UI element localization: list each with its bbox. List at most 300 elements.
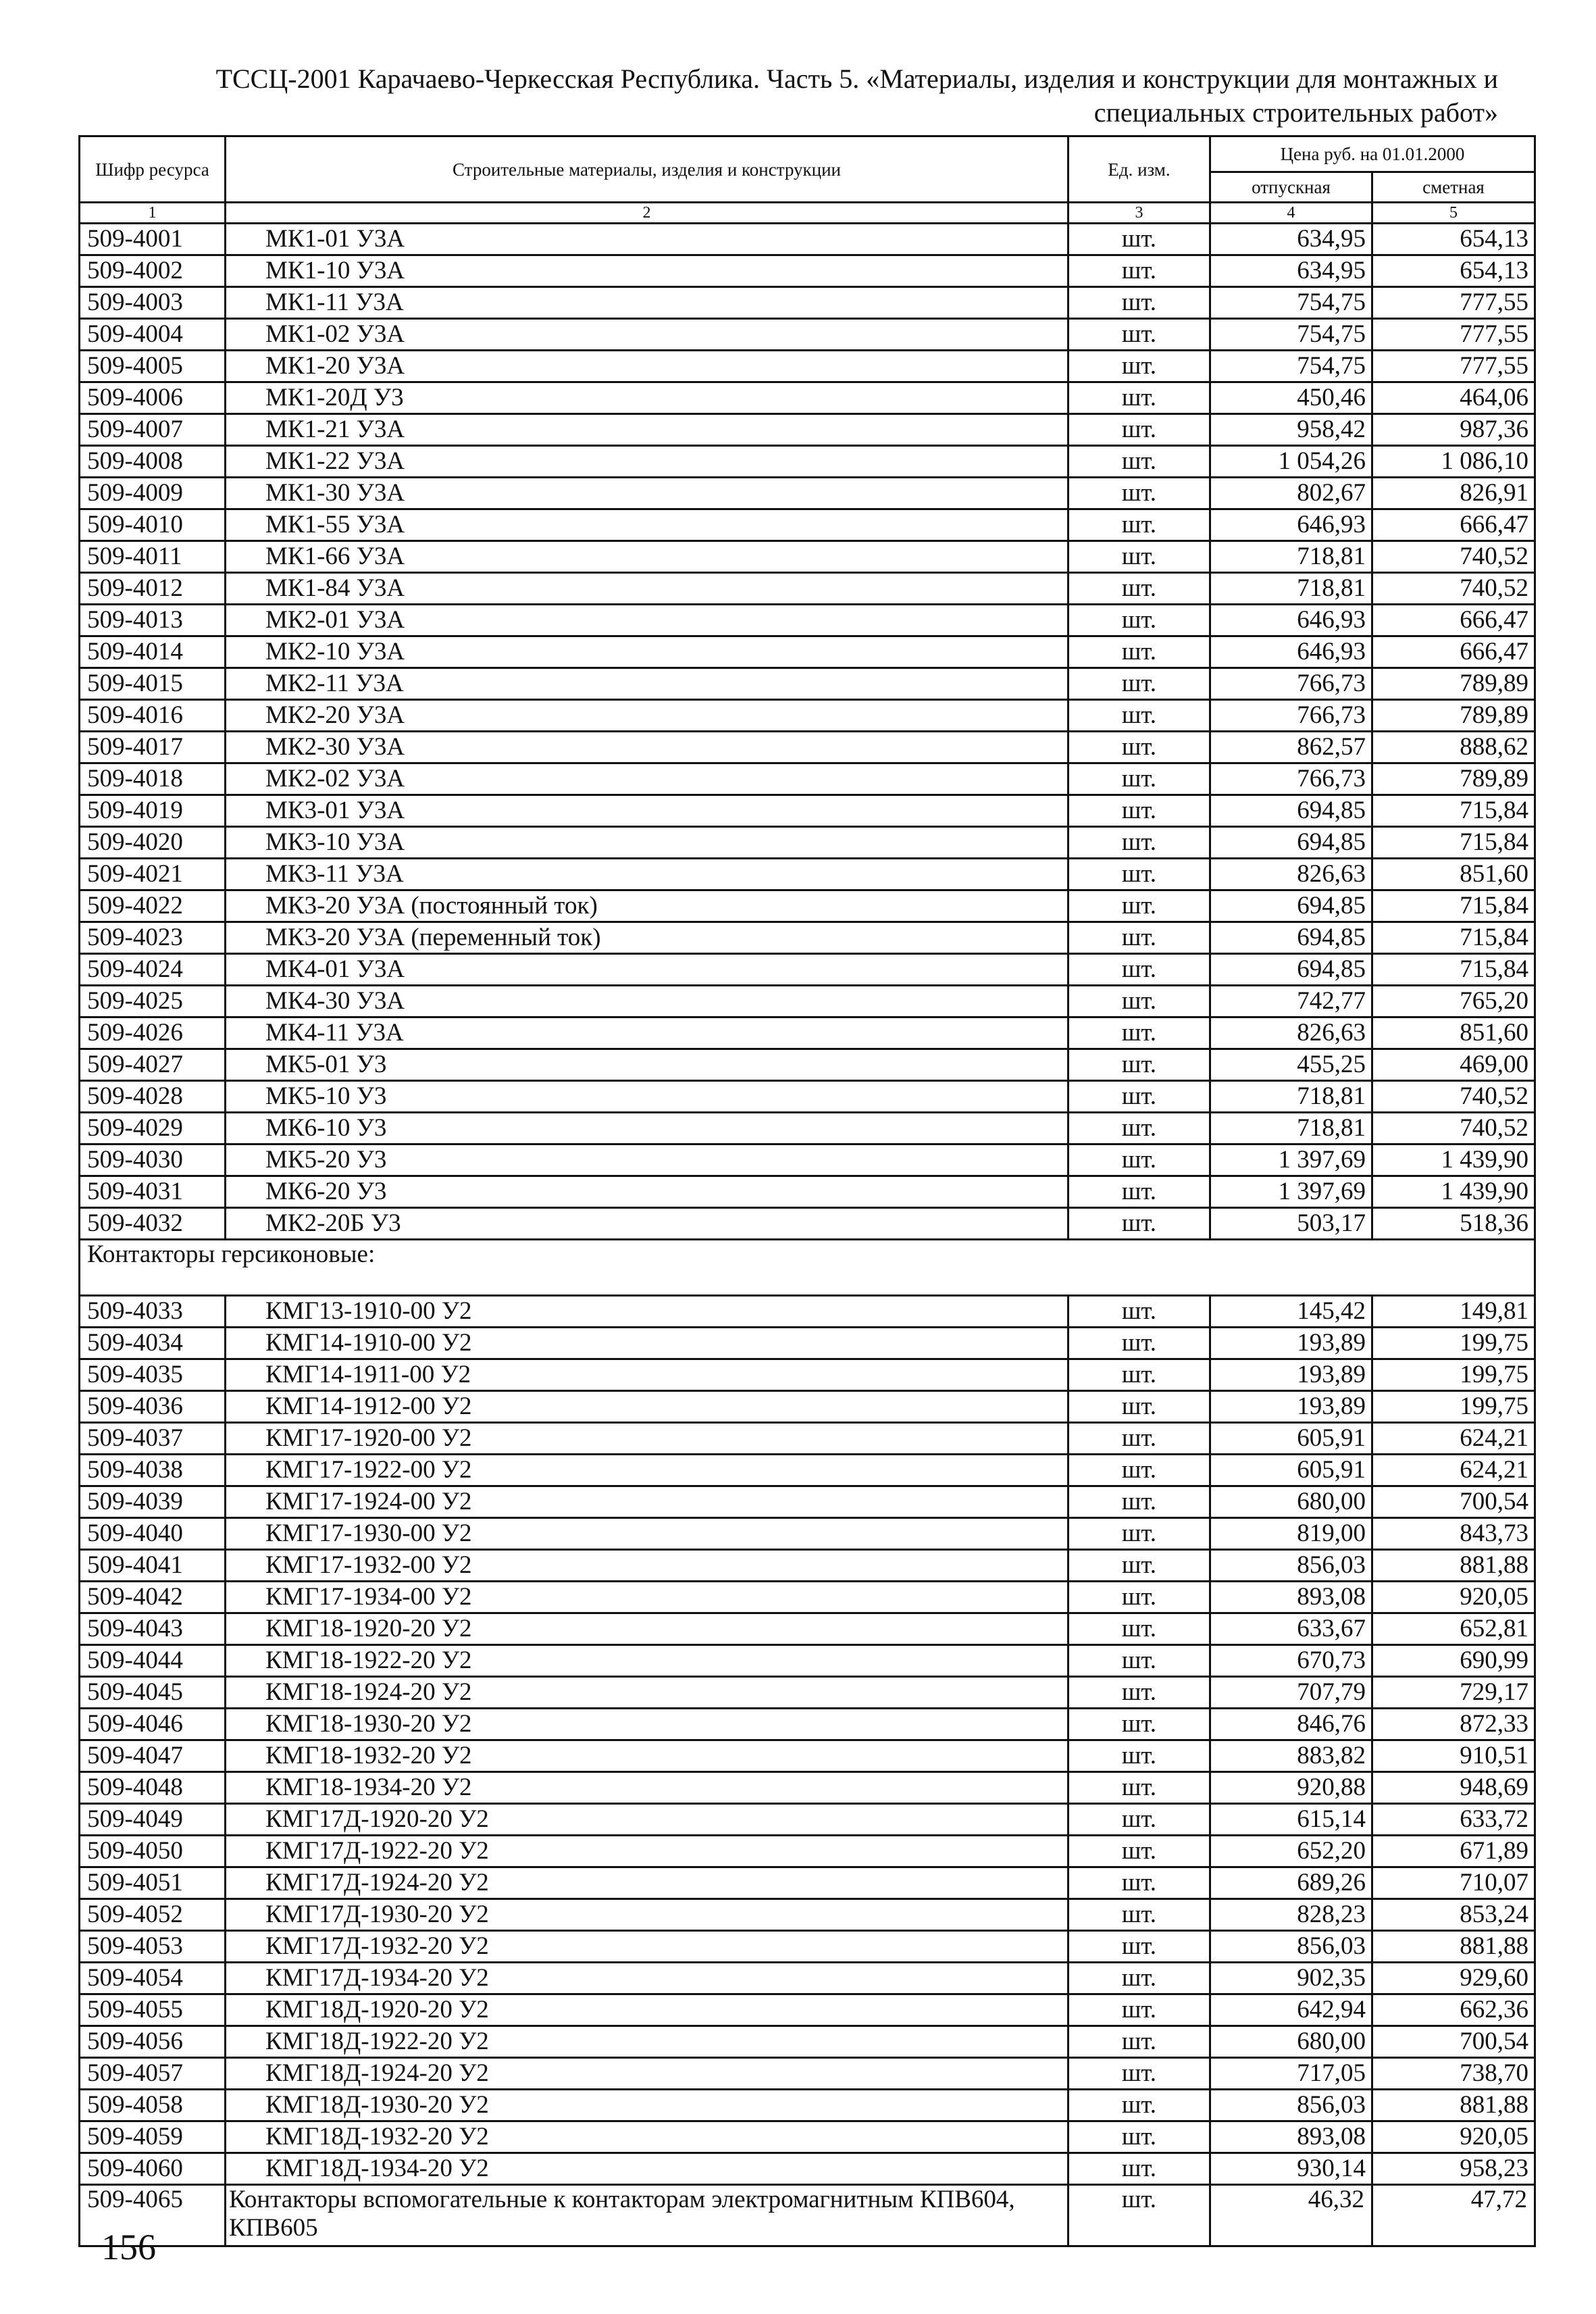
- estimate-price: 729,17: [1372, 1677, 1535, 1709]
- resource-code: 509-4030: [80, 1145, 226, 1176]
- release-price: 689,26: [1210, 1867, 1372, 1899]
- resource-code: 509-4015: [80, 668, 226, 700]
- resource-code: 509-4011: [80, 541, 226, 573]
- estimate-price: 888,62: [1372, 732, 1535, 763]
- table-row: [80, 1391, 1535, 1423]
- release-price: 742,77: [1210, 986, 1372, 1017]
- header-estimate-price: сметная: [1372, 172, 1535, 203]
- resource-unit: шт.: [1069, 287, 1210, 319]
- estimate-price: 789,89: [1372, 668, 1535, 700]
- table-row: [80, 478, 1535, 509]
- table-row: [80, 859, 1535, 890]
- release-price: 652,20: [1210, 1836, 1372, 1867]
- release-price: 902,35: [1210, 1963, 1372, 1994]
- estimate-price: 740,52: [1372, 1113, 1535, 1145]
- resource-code: 509-4010: [80, 509, 226, 541]
- resource-code: 509-4060: [80, 2153, 226, 2185]
- resource-name: МК6-10 У3: [226, 1113, 1069, 1145]
- estimate-price: 789,89: [1372, 763, 1535, 795]
- resource-unit: шт.: [1069, 1113, 1210, 1145]
- resource-unit: шт.: [1069, 2121, 1210, 2153]
- resource-code: 509-4034: [80, 1328, 226, 1359]
- release-price: 718,81: [1210, 1081, 1372, 1113]
- release-price: 605,91: [1210, 1455, 1372, 1486]
- resource-name: МК4-30 У3А: [226, 986, 1069, 1017]
- resource-code: 509-4013: [80, 605, 226, 636]
- table-row: [80, 2026, 1535, 2058]
- resource-code: 509-4043: [80, 1613, 226, 1645]
- column-number: 1: [80, 203, 226, 224]
- estimate-price: 910,51: [1372, 1740, 1535, 1772]
- estimate-price: 920,05: [1372, 2121, 1535, 2153]
- resource-unit: шт.: [1069, 1486, 1210, 1518]
- table-row: [80, 1359, 1535, 1391]
- resource-unit: шт.: [1069, 224, 1210, 255]
- column-number: 2: [226, 203, 1069, 224]
- release-price: 46,32: [1210, 2185, 1372, 2246]
- estimate-price: 624,21: [1372, 1455, 1535, 1486]
- table-row: [80, 1836, 1535, 1867]
- estimate-price: 777,55: [1372, 351, 1535, 382]
- resource-unit: шт.: [1069, 668, 1210, 700]
- resource-unit: шт.: [1069, 1994, 1210, 2026]
- estimate-price: 881,88: [1372, 1931, 1535, 1963]
- release-price: 766,73: [1210, 763, 1372, 795]
- resource-unit: шт.: [1069, 351, 1210, 382]
- resource-name: КМГ14-1910-00 У2: [226, 1328, 1069, 1359]
- release-price: 802,67: [1210, 478, 1372, 509]
- resource-name: Контакторы вспомогательные к контакторам электромагнитным КПВ604, КПВ605: [226, 2185, 1069, 2246]
- release-price: 634,95: [1210, 224, 1372, 255]
- table-body-a: [80, 224, 1535, 1240]
- resource-code: 509-4053: [80, 1931, 226, 1963]
- resource-name: МК1-01 У3А: [226, 224, 1069, 255]
- estimate-price: 652,81: [1372, 1613, 1535, 1645]
- resource-name: МК1-84 У3А: [226, 573, 1069, 605]
- estimate-price: 715,84: [1372, 795, 1535, 827]
- resource-name: КМГ18-1920-20 У2: [226, 1613, 1069, 1645]
- estimate-price: 666,47: [1372, 509, 1535, 541]
- table-row: [80, 2121, 1535, 2153]
- resource-unit: шт.: [1069, 1296, 1210, 1328]
- resource-name: КМГ14-1911-00 У2: [226, 1359, 1069, 1391]
- table-row: [80, 1049, 1535, 1081]
- release-price: 193,89: [1210, 1328, 1372, 1359]
- resource-code: 509-4065: [80, 2185, 226, 2246]
- release-price: 883,82: [1210, 1740, 1372, 1772]
- resource-name: МК2-01 У3А: [226, 605, 1069, 636]
- resource-name: МК6-20 У3: [226, 1176, 1069, 1208]
- table-row: [80, 351, 1535, 382]
- resource-unit: шт.: [1069, 2026, 1210, 2058]
- resource-name: МК4-01 У3А: [226, 954, 1069, 986]
- release-price: 920,88: [1210, 1772, 1372, 1804]
- resource-name: МК1-66 У3А: [226, 541, 1069, 573]
- resource-code: 509-4054: [80, 1963, 226, 1994]
- resource-code: 509-4036: [80, 1391, 226, 1423]
- table-row: [80, 2185, 1535, 2246]
- resource-unit: шт.: [1069, 1017, 1210, 1049]
- resource-code: 509-4009: [80, 478, 226, 509]
- resource-unit: шт.: [1069, 636, 1210, 668]
- resource-name: КМГ13-1910-00 У2: [226, 1296, 1069, 1328]
- resource-code: 509-4008: [80, 446, 226, 478]
- resource-code: 509-4021: [80, 859, 226, 890]
- estimate-price: 690,99: [1372, 1645, 1535, 1677]
- table-row: [80, 2153, 1535, 2185]
- resource-code: 509-4023: [80, 922, 226, 954]
- resource-unit: шт.: [1069, 1081, 1210, 1113]
- estimate-price: 671,89: [1372, 1836, 1535, 1867]
- resource-unit: шт.: [1069, 1740, 1210, 1772]
- resource-name: МК2-20 У3А: [226, 700, 1069, 732]
- resource-code: 509-4007: [80, 414, 226, 446]
- resource-code: 509-4044: [80, 1645, 226, 1677]
- table-row: [80, 1113, 1535, 1145]
- estimate-price: 738,70: [1372, 2058, 1535, 2090]
- header-code: Шифр ресурса: [80, 136, 226, 203]
- resource-code: 509-4018: [80, 763, 226, 795]
- resource-name: МК5-01 У3: [226, 1049, 1069, 1081]
- resource-unit: шт.: [1069, 2185, 1210, 2246]
- resource-code: 509-4032: [80, 1208, 226, 1240]
- resource-unit: шт.: [1069, 1145, 1210, 1176]
- resource-unit: шт.: [1069, 1963, 1210, 1994]
- release-price: 856,03: [1210, 1550, 1372, 1582]
- release-price: 634,95: [1210, 255, 1372, 287]
- resource-code: 509-4056: [80, 2026, 226, 2058]
- resource-unit: шт.: [1069, 1677, 1210, 1709]
- estimate-price: 47,72: [1372, 2185, 1535, 2246]
- resource-name: КМГ18Д-1932-20 У2: [226, 2121, 1069, 2153]
- table-row: [80, 1455, 1535, 1486]
- release-price: 680,00: [1210, 2026, 1372, 2058]
- release-price: 450,46: [1210, 382, 1372, 414]
- resource-code: 509-4005: [80, 351, 226, 382]
- resource-name: КМГ17Д-1932-20 У2: [226, 1931, 1069, 1963]
- release-price: 694,85: [1210, 890, 1372, 922]
- estimate-price: 929,60: [1372, 1963, 1535, 1994]
- table-row: [80, 1740, 1535, 1772]
- release-price: 819,00: [1210, 1518, 1372, 1550]
- release-price: 930,14: [1210, 2153, 1372, 2185]
- table-row: [80, 605, 1535, 636]
- resource-code: 509-4020: [80, 827, 226, 859]
- table-row: [80, 986, 1535, 1017]
- resource-name: МК1-20 У3А: [226, 351, 1069, 382]
- table-row: [80, 1017, 1535, 1049]
- estimate-price: 881,88: [1372, 2090, 1535, 2121]
- table-row: [80, 1486, 1535, 1518]
- table-row: [80, 382, 1535, 414]
- release-price: 826,63: [1210, 859, 1372, 890]
- estimate-price: 700,54: [1372, 1486, 1535, 1518]
- resource-name: МК1-21 У3А: [226, 414, 1069, 446]
- estimate-price: 715,84: [1372, 890, 1535, 922]
- resource-name: МК1-20Д У3: [226, 382, 1069, 414]
- release-price: 615,14: [1210, 1804, 1372, 1836]
- resource-code: 509-4029: [80, 1113, 226, 1145]
- resource-code: 509-4058: [80, 2090, 226, 2121]
- resource-code: 509-4006: [80, 382, 226, 414]
- estimate-price: 851,60: [1372, 859, 1535, 890]
- resource-name: КМГ18Д-1920-20 У2: [226, 1994, 1069, 2026]
- table-body-b: [80, 1296, 1535, 2185]
- resource-name: МК1-30 У3А: [226, 478, 1069, 509]
- page-number: 156: [101, 2227, 156, 2267]
- resource-unit: шт.: [1069, 2058, 1210, 2090]
- resource-code: 509-4025: [80, 986, 226, 1017]
- table-row: [80, 1518, 1535, 1550]
- table-row: [80, 573, 1535, 605]
- resource-code: 509-4019: [80, 795, 226, 827]
- resource-code: 509-4027: [80, 1049, 226, 1081]
- resource-name: КМГ18Д-1930-20 У2: [226, 2090, 1069, 2121]
- table-row: [80, 1994, 1535, 2026]
- resource-unit: шт.: [1069, 827, 1210, 859]
- table-row: [80, 1328, 1535, 1359]
- release-price: 694,85: [1210, 795, 1372, 827]
- release-price: 646,93: [1210, 509, 1372, 541]
- estimate-price: 740,52: [1372, 1081, 1535, 1113]
- estimate-price: 662,36: [1372, 1994, 1535, 2026]
- resource-name: КМГ17-1922-00 У2: [226, 1455, 1069, 1486]
- estimate-price: 1 086,10: [1372, 446, 1535, 478]
- release-price: 670,73: [1210, 1645, 1372, 1677]
- resource-name: МК1-55 У3А: [226, 509, 1069, 541]
- release-price: 646,93: [1210, 636, 1372, 668]
- resource-code: 509-4016: [80, 700, 226, 732]
- release-price: 1 397,69: [1210, 1176, 1372, 1208]
- estimate-price: 199,75: [1372, 1359, 1535, 1391]
- table-row: [80, 1772, 1535, 1804]
- resource-unit: шт.: [1069, 859, 1210, 890]
- estimate-price: 715,84: [1372, 922, 1535, 954]
- resource-name: КМГ17-1924-00 У2: [226, 1486, 1069, 1518]
- resource-unit: шт.: [1069, 1518, 1210, 1550]
- resource-unit: шт.: [1069, 1931, 1210, 1963]
- resource-name: КМГ18-1924-20 У2: [226, 1677, 1069, 1709]
- resource-name: МК3-20 У3А (постоянный ток): [226, 890, 1069, 922]
- resource-code: 509-4040: [80, 1518, 226, 1550]
- table-row: [80, 1145, 1535, 1176]
- release-price: 846,76: [1210, 1709, 1372, 1740]
- header-price: Цена руб. на 01.01.2000: [1210, 136, 1535, 172]
- resource-unit: шт.: [1069, 732, 1210, 763]
- resource-unit: шт.: [1069, 922, 1210, 954]
- release-price: 193,89: [1210, 1359, 1372, 1391]
- resource-unit: шт.: [1069, 890, 1210, 922]
- resource-unit: шт.: [1069, 986, 1210, 1017]
- section-title: Контакторы герсиконовые:: [80, 1240, 1535, 1296]
- table-row: [80, 255, 1535, 287]
- resource-name: МК2-11 У3А: [226, 668, 1069, 700]
- resource-price-table: [78, 135, 1536, 2247]
- table-row: [80, 224, 1535, 255]
- resource-name: МК3-11 У3А: [226, 859, 1069, 890]
- resource-name: МК2-30 У3А: [226, 732, 1069, 763]
- resource-code: 509-4028: [80, 1081, 226, 1113]
- resource-name: МК1-22 У3А: [226, 446, 1069, 478]
- table-row: [80, 2058, 1535, 2090]
- resource-unit: шт.: [1069, 1359, 1210, 1391]
- resource-name: КМГ18Д-1922-20 У2: [226, 2026, 1069, 2058]
- table-row: [80, 954, 1535, 986]
- estimate-price: 654,13: [1372, 255, 1535, 287]
- table-row: [80, 1677, 1535, 1709]
- table-row: [80, 1582, 1535, 1613]
- resource-code: 509-4047: [80, 1740, 226, 1772]
- resource-code: 509-4049: [80, 1804, 226, 1836]
- table-row: [80, 1423, 1535, 1455]
- estimate-price: 464,06: [1372, 382, 1535, 414]
- estimate-price: 789,89: [1372, 700, 1535, 732]
- section-row: [80, 1240, 1535, 1296]
- resource-name: МК1-10 У3А: [226, 255, 1069, 287]
- table-row: [80, 827, 1535, 859]
- estimate-price: 881,88: [1372, 1550, 1535, 1582]
- table-row: [80, 1176, 1535, 1208]
- release-price: 893,08: [1210, 2121, 1372, 2153]
- release-price: 1 397,69: [1210, 1145, 1372, 1176]
- resource-unit: шт.: [1069, 509, 1210, 541]
- resource-code: 509-4001: [80, 224, 226, 255]
- table-row: [80, 1296, 1535, 1328]
- estimate-price: 149,81: [1372, 1296, 1535, 1328]
- resource-name: КМГ17-1920-00 У2: [226, 1423, 1069, 1455]
- release-price: 754,75: [1210, 287, 1372, 319]
- resource-code: 509-4012: [80, 573, 226, 605]
- resource-code: 509-4033: [80, 1296, 226, 1328]
- resource-unit: шт.: [1069, 1176, 1210, 1208]
- resource-name: МК2-02 У3А: [226, 763, 1069, 795]
- table-row: [80, 1613, 1535, 1645]
- resource-code: 509-4041: [80, 1550, 226, 1582]
- resource-unit: шт.: [1069, 795, 1210, 827]
- resource-name: МК2-20Б У3: [226, 1208, 1069, 1240]
- table-row: [80, 509, 1535, 541]
- resource-unit: шт.: [1069, 700, 1210, 732]
- resource-name: КМГ17-1930-00 У2: [226, 1518, 1069, 1550]
- resource-name: МК1-02 У3А: [226, 319, 1069, 351]
- table-row: [80, 1208, 1535, 1240]
- resource-name: КМГ17Д-1920-20 У2: [226, 1804, 1069, 1836]
- resource-unit: шт.: [1069, 1455, 1210, 1486]
- estimate-price: 469,00: [1372, 1049, 1535, 1081]
- resource-name: КМГ18Д-1924-20 У2: [226, 2058, 1069, 2090]
- release-price: 856,03: [1210, 2090, 1372, 2121]
- release-price: 958,42: [1210, 414, 1372, 446]
- table-row: [80, 922, 1535, 954]
- estimate-price: 851,60: [1372, 1017, 1535, 1049]
- release-price: 455,25: [1210, 1049, 1372, 1081]
- resource-name: КМГ17Д-1924-20 У2: [226, 1867, 1069, 1899]
- release-price: 642,94: [1210, 1994, 1372, 2026]
- resource-name: МК5-10 У3: [226, 1081, 1069, 1113]
- estimate-price: 715,84: [1372, 827, 1535, 859]
- resource-code: 509-4026: [80, 1017, 226, 1049]
- resource-name: МК4-11 У3А: [226, 1017, 1069, 1049]
- resource-code: 509-4052: [80, 1899, 226, 1931]
- release-price: 718,81: [1210, 1113, 1372, 1145]
- resource-unit: шт.: [1069, 1328, 1210, 1359]
- resource-code: 509-4057: [80, 2058, 226, 2090]
- release-price: 856,03: [1210, 1931, 1372, 1963]
- release-price: 680,00: [1210, 1486, 1372, 1518]
- estimate-price: 958,23: [1372, 2153, 1535, 2185]
- resource-unit: шт.: [1069, 1550, 1210, 1582]
- table-row: [80, 414, 1535, 446]
- table-row: [80, 890, 1535, 922]
- table-row: [80, 1081, 1535, 1113]
- section-body: [80, 1240, 1535, 1296]
- release-price: 766,73: [1210, 700, 1372, 732]
- release-price: 754,75: [1210, 319, 1372, 351]
- release-price: 694,85: [1210, 922, 1372, 954]
- resource-unit: шт.: [1069, 1709, 1210, 1740]
- table-row: [80, 636, 1535, 668]
- resource-unit: шт.: [1069, 1899, 1210, 1931]
- estimate-price: 987,36: [1372, 414, 1535, 446]
- resource-name: МК5-20 У3: [226, 1145, 1069, 1176]
- resource-code: 509-4059: [80, 2121, 226, 2153]
- resource-name: МК2-10 У3А: [226, 636, 1069, 668]
- resource-name: МК3-20 У3А (переменный ток): [226, 922, 1069, 954]
- resource-code: 509-4035: [80, 1359, 226, 1391]
- estimate-price: 777,55: [1372, 287, 1535, 319]
- table-row: [80, 700, 1535, 732]
- resource-unit: шт.: [1069, 1049, 1210, 1081]
- estimate-price: 199,75: [1372, 1391, 1535, 1423]
- release-price: 633,67: [1210, 1613, 1372, 1645]
- column-number: 3: [1069, 203, 1210, 224]
- release-price: 503,17: [1210, 1208, 1372, 1240]
- resource-unit: шт.: [1069, 1645, 1210, 1677]
- resource-name: КМГ18-1934-20 У2: [226, 1772, 1069, 1804]
- release-price: 718,81: [1210, 541, 1372, 573]
- resource-name: КМГ17Д-1922-20 У2: [226, 1836, 1069, 1867]
- table-row: [80, 763, 1535, 795]
- release-price: 828,23: [1210, 1899, 1372, 1931]
- estimate-price: 872,33: [1372, 1709, 1535, 1740]
- estimate-price: 853,24: [1372, 1899, 1535, 1931]
- resource-unit: шт.: [1069, 1613, 1210, 1645]
- resource-unit: шт.: [1069, 478, 1210, 509]
- resource-unit: шт.: [1069, 414, 1210, 446]
- table-row: [80, 668, 1535, 700]
- estimate-price: 518,36: [1372, 1208, 1535, 1240]
- table-row: [80, 2090, 1535, 2121]
- estimate-price: 666,47: [1372, 636, 1535, 668]
- estimate-price: 777,55: [1372, 319, 1535, 351]
- resource-code: 509-4051: [80, 1867, 226, 1899]
- release-price: 646,93: [1210, 605, 1372, 636]
- table-row: [80, 1931, 1535, 1963]
- estimate-price: 740,52: [1372, 573, 1535, 605]
- resource-code: 509-4038: [80, 1455, 226, 1486]
- resource-unit: шт.: [1069, 446, 1210, 478]
- resource-unit: шт.: [1069, 1867, 1210, 1899]
- estimate-price: 740,52: [1372, 541, 1535, 573]
- estimate-price: 199,75: [1372, 1328, 1535, 1359]
- resource-unit: шт.: [1069, 382, 1210, 414]
- column-number: 4: [1210, 203, 1372, 224]
- release-price: 862,57: [1210, 732, 1372, 763]
- resource-code: 509-4048: [80, 1772, 226, 1804]
- table-row: [80, 287, 1535, 319]
- release-price: 145,42: [1210, 1296, 1372, 1328]
- resource-code: 509-4004: [80, 319, 226, 351]
